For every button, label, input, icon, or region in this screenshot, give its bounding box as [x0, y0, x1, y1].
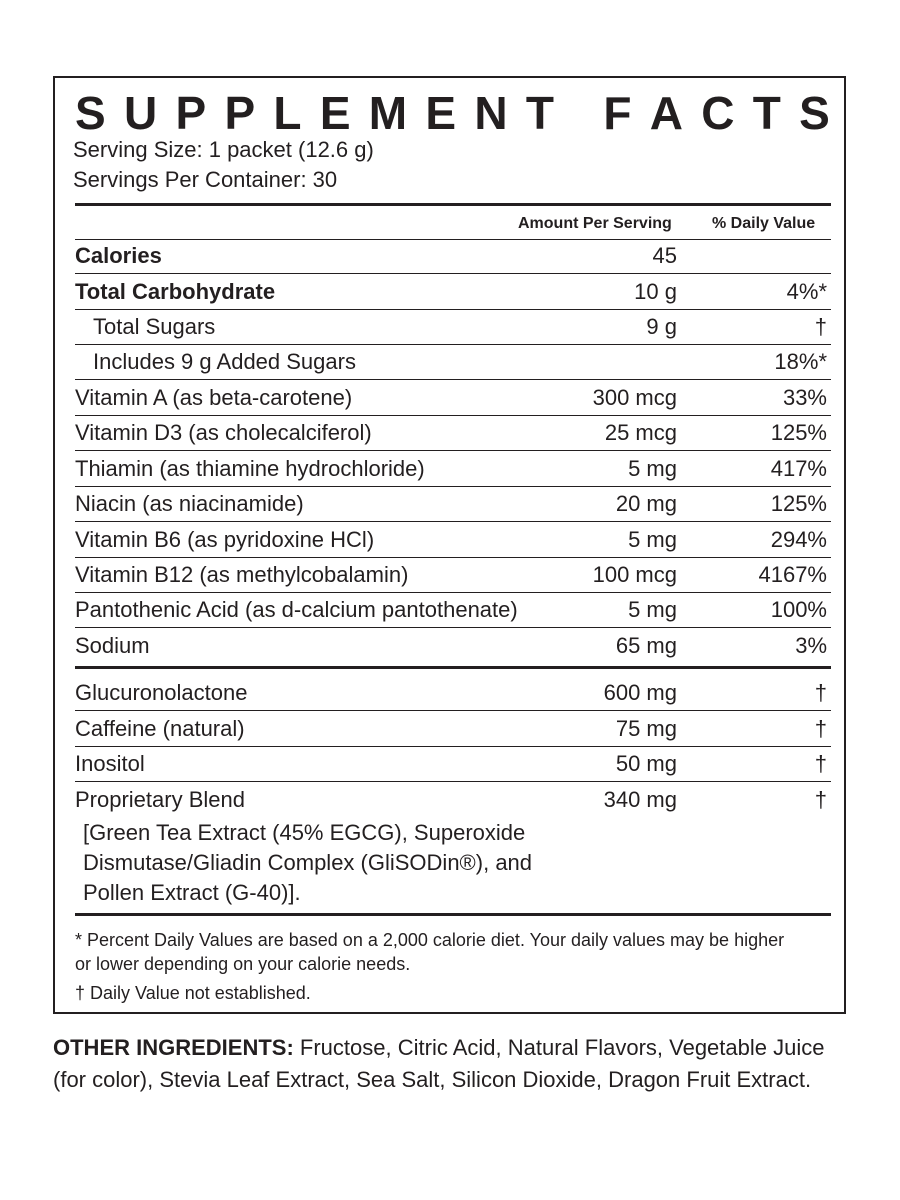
title-letter: T: [752, 87, 781, 139]
divider: [75, 557, 831, 558]
divider: [75, 781, 831, 782]
divider: [75, 627, 831, 628]
title-letter: U: [123, 87, 158, 139]
title-letter: C: [701, 87, 735, 139]
nutrient-amount: 45: [652, 243, 677, 268]
other-ingredients-text: Fructose, Citric Acid, Natural Flavors, Vegetable Juice (for color), Stevia Leaf Extract, Sea Salt, Silicon Dioxide, Dragon Fruit Extract.: [53, 1035, 825, 1092]
divider: [75, 379, 831, 380]
title-letter: T: [525, 87, 554, 139]
divider: [75, 746, 831, 747]
title-letter: S: [799, 87, 830, 139]
other-ingredients: [53, 1032, 843, 1096]
nutrient-dv: 125%: [770, 491, 827, 516]
footnote-dagger: † Daily Value not established.: [75, 983, 311, 1003]
nutrient-dv: 100%: [770, 597, 827, 622]
nutrient-name: Sodium: [75, 633, 150, 658]
divider: [75, 450, 831, 451]
nutrient-name: Vitamin D3 (as cholecalciferol): [75, 420, 372, 445]
nutrient-name: Total Carbohydrate: [75, 279, 276, 304]
ingredient-amount: 340 mg: [603, 787, 677, 812]
title-letter: P: [224, 87, 256, 139]
divider-thick: [75, 913, 831, 916]
ingredient-amount: 50 mg: [615, 751, 677, 776]
nutrient-name: Niacin (as niacinamide): [75, 491, 304, 516]
nutrient-name: Calories: [75, 243, 162, 268]
ingredient-dv: †: [814, 716, 827, 741]
nutrient-amount: 9 g: [646, 314, 677, 339]
nutrient-dv: 417%: [770, 456, 827, 481]
title-letter: N: [474, 87, 508, 139]
title-letter: [572, 88, 585, 138]
ingredient-name: Inositol: [75, 751, 145, 776]
nutrient-dv: 4%*: [786, 279, 827, 304]
supplement-facts-panel: [53, 76, 846, 1014]
servings-per-container: Servings Per Container: 30: [73, 167, 338, 192]
nutrient-amount: 5 mg: [628, 597, 677, 622]
nutrient-amount: 25 mcg: [604, 420, 677, 445]
title-letter: M: [368, 87, 408, 139]
nutrient-amount: 100 mcg: [592, 562, 677, 587]
nutrient-dv: 33%: [782, 385, 827, 410]
nutrient-name: Thiamin (as thiamine hydrochloride): [75, 456, 425, 481]
nutrient-amount: 5 mg: [628, 527, 677, 552]
divider: [75, 344, 831, 345]
title-letter: F: [603, 87, 632, 139]
footnote-daily-values: * Percent Daily Values are based on a 2,000 calorie diet. Your daily values may be higher or lower depending on your calorie needs.: [75, 930, 785, 974]
divider: [75, 239, 831, 240]
nutrient-dv: 4167%: [758, 562, 827, 587]
serving-size: Serving Size: 1 packet (12.6 g): [73, 137, 374, 162]
nutrient-name: Vitamin B12 (as methylcobalamin): [75, 562, 409, 587]
ingredient-name: Caffeine (natural): [75, 716, 245, 741]
title-letter: E: [425, 87, 457, 139]
amount-header: Amount Per Serving: [518, 215, 672, 232]
nutrient-name: Vitamin B6 (as pyridoxine HCl): [75, 527, 375, 552]
title-letter: A: [649, 87, 683, 139]
divider-thick: [75, 203, 831, 206]
ingredient-amount: 600 mg: [603, 680, 677, 705]
nutrient-amount: 20 mg: [615, 491, 677, 516]
divider: [75, 710, 831, 711]
divider: [75, 273, 831, 274]
other-ingredients-label: OTHER INGREDIENTS:: [53, 1035, 294, 1060]
nutrient-name: Includes 9 g Added Sugars: [93, 349, 356, 374]
blend-description: [Green Tea Extract (45% EGCG), Superoxide Dismutase/Gliadin Complex (GliSODin®), and Pollen Extract (G-40)].: [83, 820, 533, 905]
nutrient-dv: †: [814, 314, 827, 339]
divider: [75, 521, 831, 522]
nutrient-name: Total Sugars: [93, 314, 216, 339]
nutrient-dv: 3%: [795, 633, 827, 658]
ingredient-amount: 75 mg: [615, 716, 677, 741]
daily-value-header: % Daily Value: [712, 215, 816, 232]
ingredient-name: Proprietary Blend: [75, 787, 245, 812]
divider: [75, 486, 831, 487]
nutrient-amount: 10 g: [634, 279, 677, 304]
ingredient-dv: †: [814, 680, 827, 705]
ingredient-dv: †: [814, 751, 827, 776]
divider: [75, 309, 831, 310]
divider: [75, 592, 831, 593]
nutrient-amount: 65 mg: [615, 633, 677, 658]
title-letter: P: [175, 87, 207, 139]
nutrient-dv: 18%*: [774, 349, 827, 374]
nutrient-amount: 300 mcg: [592, 385, 677, 410]
panel-title: [75, 88, 830, 138]
nutrient-amount: 5 mg: [628, 456, 677, 481]
nutrient-name: Vitamin A (as beta-carotene): [75, 385, 353, 410]
divider-thick: [75, 666, 831, 669]
ingredient-name: Glucuronolactone: [75, 680, 248, 705]
title-letter: S: [75, 87, 106, 139]
title-letter: L: [273, 87, 302, 139]
nutrient-dv: 294%: [770, 527, 827, 552]
title-letter: E: [319, 87, 351, 139]
nutrient-dv: 125%: [770, 420, 827, 445]
ingredient-dv: †: [814, 787, 827, 812]
divider: [75, 415, 831, 416]
nutrient-name: Pantothenic Acid (as d-calcium pantothenate): [75, 597, 518, 622]
